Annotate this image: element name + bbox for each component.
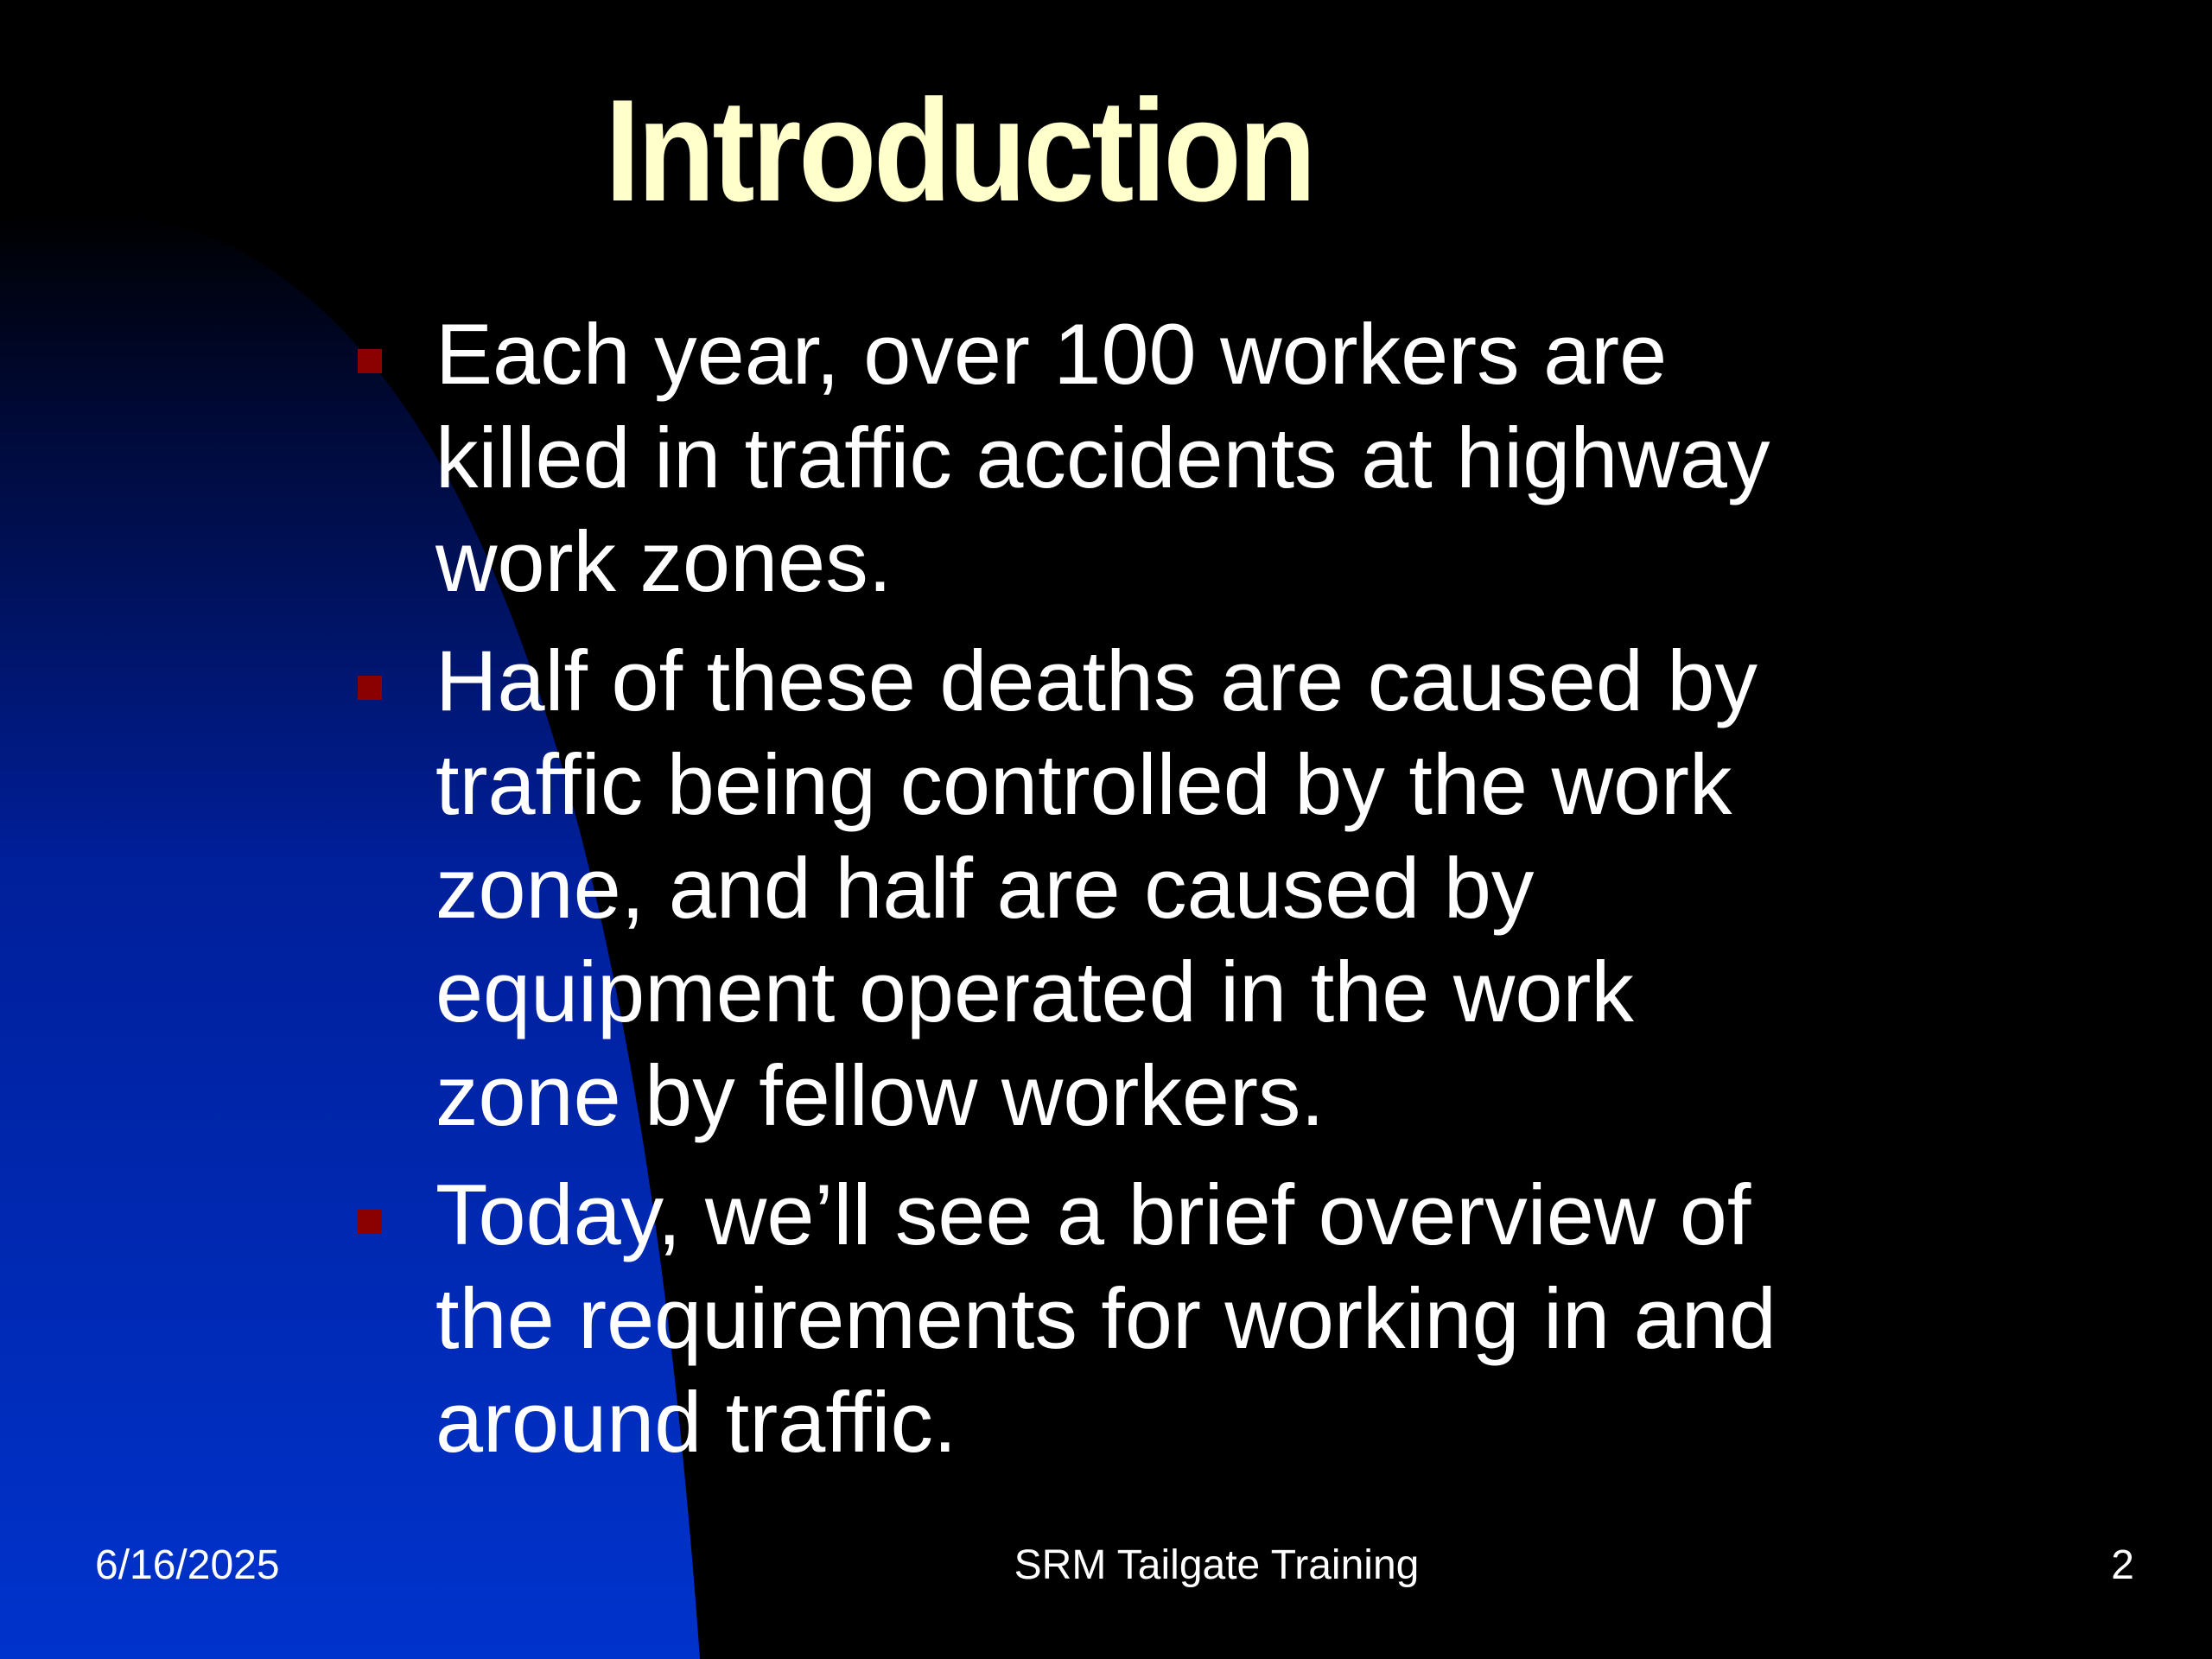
footer-date: 6/16/2025	[95, 1542, 280, 1588]
bullet-text: Each year, over 100 workers are killed in traffic accidents at highway work zones.	[435, 306, 1770, 609]
page-number: 2	[2111, 1542, 2134, 1588]
square-bullet-icon	[358, 676, 382, 700]
bullet-item	[349, 302, 1835, 613]
bullet-item	[349, 629, 1835, 1147]
square-bullet-icon	[358, 349, 382, 373]
bullet-item	[349, 1163, 1835, 1474]
bullet-text: Today, we’ll see a brief overview of the requirements for working in and around traffic.	[435, 1166, 1777, 1470]
square-bullet-icon	[358, 1210, 382, 1234]
slide-title: Introduction	[605, 69, 1313, 232]
bullet-text: Half of these deaths are caused by traffic being controlled by the work zone, and half are caused by equipment operated in the work zone by fellow workers.	[435, 632, 1758, 1143]
bullet-list	[349, 302, 1835, 1490]
footer-title: SRM Tailgate Training	[1014, 1542, 1420, 1588]
